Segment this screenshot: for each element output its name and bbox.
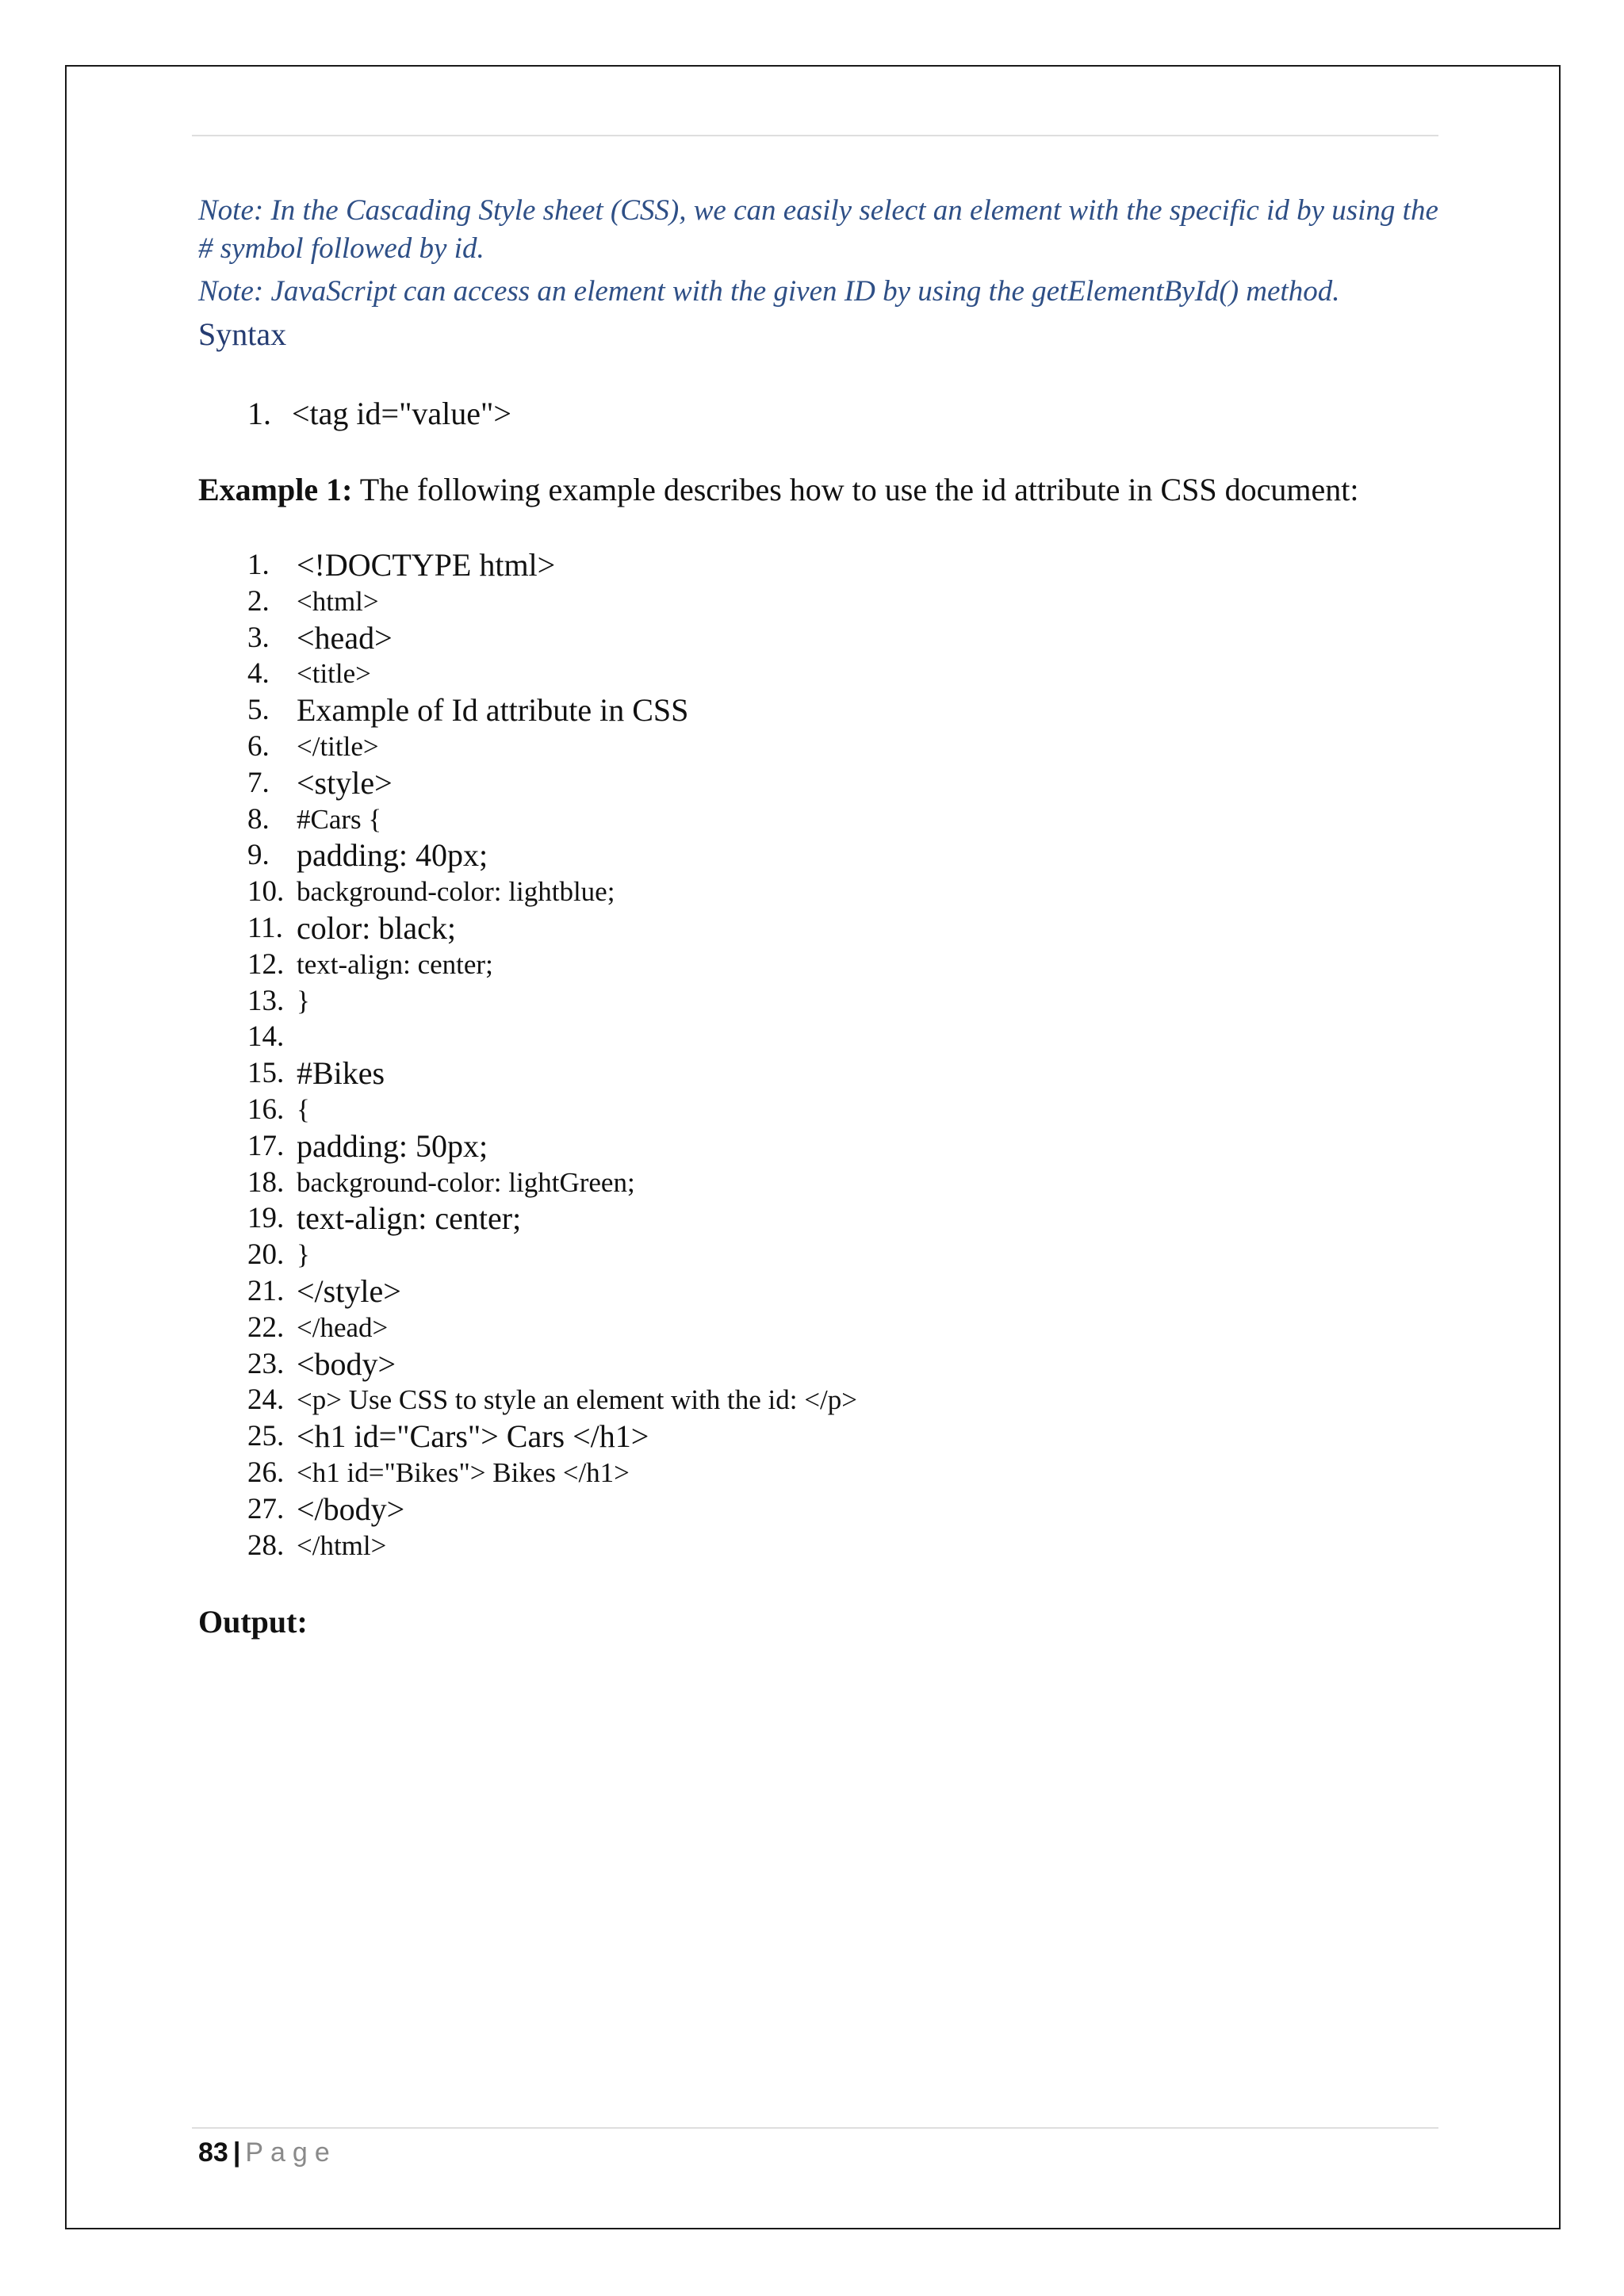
code-line-text: </html> bbox=[297, 1530, 387, 1561]
code-line-text: padding: 40px; bbox=[297, 837, 488, 873]
code-line-number: 11. bbox=[247, 912, 283, 944]
code-line-text: </body> bbox=[297, 1491, 405, 1527]
code-line-text: #Bikes bbox=[297, 1055, 385, 1091]
code-line-text: <title> bbox=[297, 658, 371, 689]
code-line-text: #Cars { bbox=[297, 804, 382, 835]
code-line-number: 5. bbox=[247, 694, 270, 726]
syntax-item bbox=[247, 395, 511, 432]
code-line-text: <!DOCTYPE html> bbox=[297, 547, 556, 583]
code-line-text: </style> bbox=[297, 1273, 401, 1309]
note-javascript-id: Note: JavaScript can access an element with the given ID by using the getElementById() method. bbox=[198, 275, 1340, 308]
code-line-text: <p> Use CSS to style an element with the id: </p> bbox=[297, 1384, 857, 1415]
page-number: 83 bbox=[198, 2137, 228, 2168]
code-line-text: text-align: center; bbox=[297, 1200, 522, 1236]
code-line-number: 22. bbox=[247, 1311, 285, 1344]
code-line-text: background-color: lightGreen; bbox=[297, 1167, 635, 1198]
syntax-item-number: 1. bbox=[247, 396, 271, 431]
code-line-number: 15. bbox=[247, 1057, 285, 1089]
code-line-text: </title> bbox=[297, 731, 379, 762]
footer-rule bbox=[192, 2127, 1438, 2129]
page-label: Page bbox=[245, 2137, 337, 2168]
code-line-number: 8. bbox=[247, 803, 270, 836]
code-line-number: 9. bbox=[247, 839, 270, 871]
code-line-text: <head> bbox=[297, 620, 393, 656]
code-line-text: <style> bbox=[297, 765, 393, 801]
code-line-number: 3. bbox=[247, 622, 270, 654]
code-line-number: 18. bbox=[247, 1166, 285, 1199]
example-paragraph bbox=[198, 471, 1358, 508]
example-text: The following example describes how to use the id attribute in CSS document: bbox=[352, 472, 1359, 507]
code-line-text: } bbox=[297, 985, 310, 1016]
code-line-text: color: black; bbox=[297, 910, 457, 946]
code-line-number: 2. bbox=[247, 585, 270, 618]
code-line-number: 10. bbox=[247, 875, 285, 908]
header-rule bbox=[192, 135, 1438, 136]
code-line-number: 26. bbox=[247, 1456, 285, 1489]
code-line-text: background-color: lightblue; bbox=[297, 876, 615, 907]
code-line-number: 12. bbox=[247, 948, 285, 981]
code-line-text: <h1 id="Cars"> Cars </h1> bbox=[297, 1418, 649, 1454]
syntax-heading: Syntax bbox=[198, 316, 287, 352]
code-line-text: text-align: center; bbox=[297, 949, 493, 980]
code-line-number: 14. bbox=[247, 1020, 285, 1053]
code-line-number: 17. bbox=[247, 1130, 285, 1162]
code-line-number: 19. bbox=[247, 1202, 285, 1234]
code-line-number: 24. bbox=[247, 1383, 285, 1416]
code-line-number: 21. bbox=[247, 1275, 285, 1307]
code-line-text: </head> bbox=[297, 1312, 389, 1343]
code-line-number: 28. bbox=[247, 1529, 285, 1562]
syntax-item-text: <tag id="value"> bbox=[292, 396, 511, 431]
code-line-number: 20. bbox=[247, 1238, 285, 1271]
code-line-number: 25. bbox=[247, 1420, 285, 1452]
code-line-number: 6. bbox=[247, 730, 270, 763]
example-label: Example 1: bbox=[198, 472, 353, 507]
code-line-text: <html> bbox=[297, 586, 379, 617]
code-line-text: Example of Id attribute in CSS bbox=[297, 692, 689, 728]
output-label: Output: bbox=[198, 1604, 308, 1640]
footer-separator: | bbox=[232, 2137, 241, 2168]
page-footer bbox=[198, 2137, 337, 2168]
code-line-number: 23. bbox=[247, 1348, 285, 1380]
code-line-number: 7. bbox=[247, 767, 270, 799]
code-line-number: 1. bbox=[247, 549, 270, 581]
code-line-text: { bbox=[297, 1094, 310, 1125]
code-line-text: } bbox=[297, 1239, 310, 1270]
code-line-number: 16. bbox=[247, 1093, 285, 1126]
code-line-text: <body> bbox=[297, 1346, 396, 1382]
note-css-id: Note: In the Cascading Style sheet (CSS), we can easily select an element with the specific id by using the # symbol followed by id. bbox=[198, 194, 1438, 265]
code-line-number: 4. bbox=[247, 657, 270, 690]
code-line-text: <h1 id="Bikes"> Bikes </h1> bbox=[297, 1457, 630, 1488]
code-line-number: 13. bbox=[247, 985, 285, 1017]
code-line-text: padding: 50px; bbox=[297, 1128, 488, 1164]
code-line-number: 27. bbox=[247, 1493, 285, 1525]
